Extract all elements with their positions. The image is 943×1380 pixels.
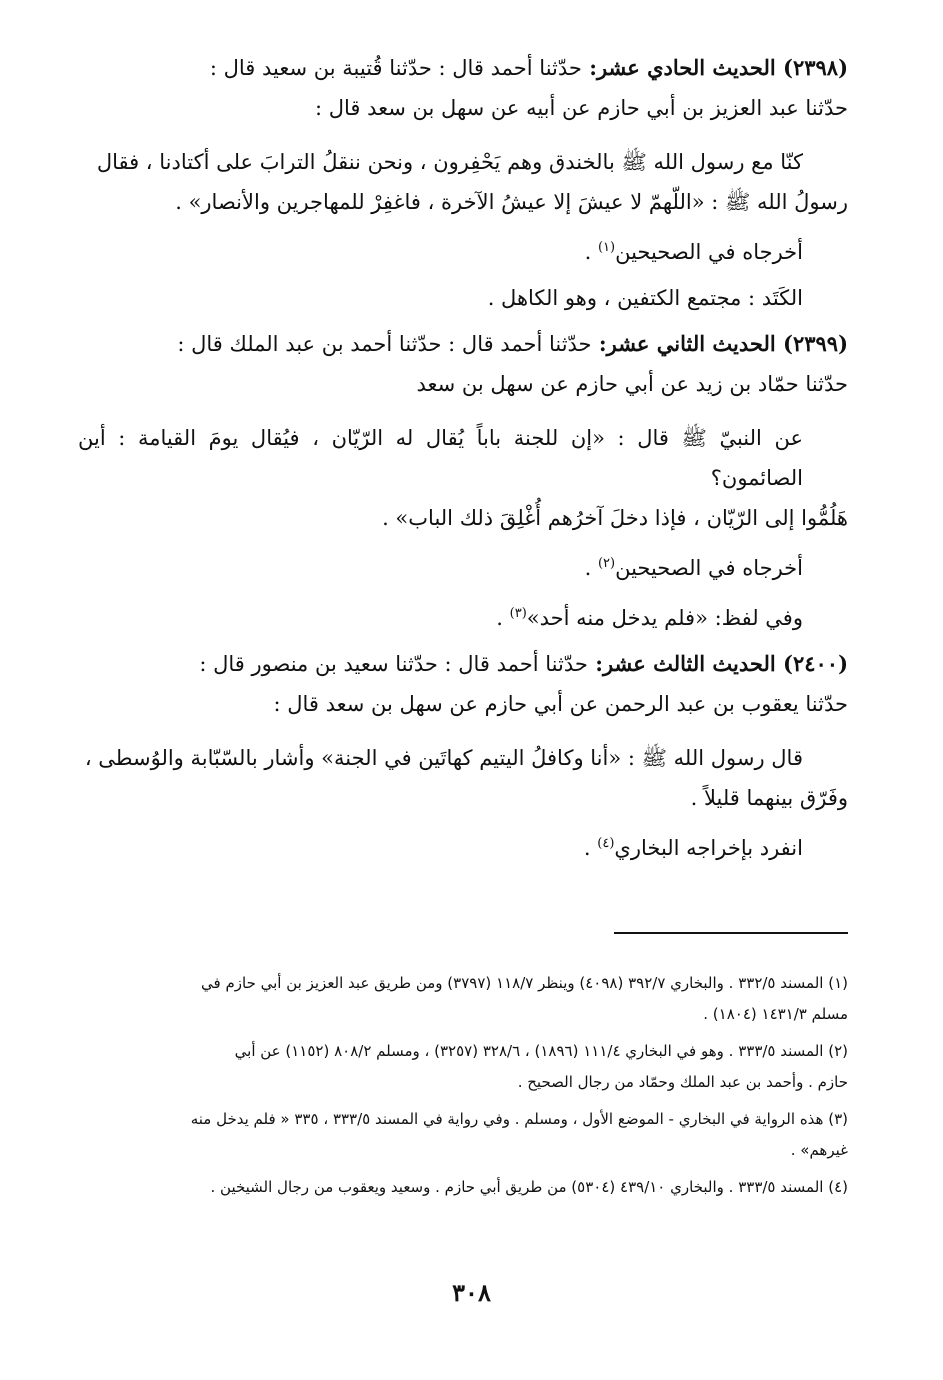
- takhrij-label: أخرجاه في الصحيحين: [615, 240, 803, 264]
- hadith-number: (٢٣٩٩): [783, 331, 848, 356]
- takhrij-text: [78, 824, 848, 868]
- footnote-ref: (٢): [597, 556, 616, 571]
- matn-text: وفَرّق بينهما قليلاً .: [690, 786, 848, 810]
- isnad-text: حدّثنا أحمد قال : حدّثنا قُتيبة بن سعيد قال :: [209, 56, 582, 80]
- isnad-text: حدّثنا أحمد قال : حدّثنا سعيد بن منصور قال :: [199, 652, 588, 676]
- matn-text: قال رسول الله ﷺ : «أنا وكافلُ اليتيم كهاتَين في الجنة» وأشار بالسّبّابة والوُسطى ،: [84, 746, 803, 770]
- gloss-text: الكَتَد : مجتمع الكتفين ، وهو الكاهل .: [487, 286, 803, 310]
- hadith-number: (٢٣٩٨): [783, 55, 848, 80]
- footnote-4: [80, 1172, 848, 1203]
- footnote-line: (٣) هذه الرواية في البخاري - الموضع الأول ، ومسلم . وفي رواية في المسند ٣٣٣/٥ ، ٣٣٥ « فلم يدخل منه: [190, 1110, 848, 1128]
- footnote-1: [80, 968, 848, 1030]
- variant-text: [78, 594, 848, 638]
- footnote-ref: (٤): [597, 836, 615, 851]
- footnote-ref: (٣): [509, 606, 527, 621]
- matn-text: عن النبيّ ﷺ قال : «إن للجنة باباً يُقال له الرّيّان ، فيُقال يومَ القيامة : أين الصائمون؟: [78, 426, 803, 490]
- takhrij-text: [78, 544, 848, 588]
- takhrij-text: [78, 228, 848, 272]
- hadith-2400-heading: [78, 644, 848, 684]
- isnad-text: حدّثنا حمّاد بن زيد عن أبي حازم عن سهل بن سعد: [416, 372, 848, 396]
- isnad-text: حدّثنا يعقوب بن عبد الرحمن عن أبي حازم عن سهل بن سعد قال :: [273, 692, 848, 716]
- footnote-3: [80, 1104, 848, 1166]
- hadith-title: الحديث الثالث عشر:: [595, 651, 776, 676]
- isnad-text: حدّثنا عبد العزيز بن أبي حازم عن أبيه عن سهل بن سعد قال :: [314, 96, 848, 120]
- main-text: [78, 48, 848, 868]
- footnote-line: غيرهم» .: [790, 1141, 848, 1159]
- hadith-title: الحديث الحادي عشر:: [589, 55, 776, 80]
- footnote-line: مسلم ١٤٣١/٣ (١٨٠٤) .: [703, 1005, 848, 1023]
- variant-end: .: [496, 606, 510, 630]
- footnote-ref: (١): [597, 240, 616, 255]
- footnote-line: حازم . وأحمد بن عبد الملك وحمّاد من رجال الصحيح .: [517, 1073, 848, 1091]
- takhrij-label: أخرجاه في الصحيحين: [615, 556, 803, 580]
- hadith-2399-heading: [78, 324, 848, 364]
- footnote-2: [80, 1036, 848, 1098]
- hadith-title: الحديث الثاني عشر:: [598, 331, 776, 356]
- page-number: ٣٠٨: [452, 1278, 491, 1307]
- variant-label: وفي لفظ: «فلم يدخل منه أحد»: [526, 606, 803, 630]
- matn-text: هَلُمُّوا إلى الرّيّان ، فإذا دخلَ آخرُهم أُغْلِقَ ذلك الباب» .: [382, 506, 848, 530]
- footnote-line: (١) المسند ٣٣٢/٥ . والبخاري ٣٩٢/٧ (٤٠٩٨) وينظر ١١٨/٧ (٣٧٩٧) ومن طريق عبد العزيز بن أبي حازم في: [201, 974, 848, 992]
- footnote-line: (٤) المسند ٣٣٣/٥ . والبخاري ٤٣٩/١٠ (٥٣٠٤) من طريق أبي حازم . وسعيد ويعقوب من رجال الشيخين .: [210, 1178, 848, 1196]
- matn-text: كنّا مع رسول الله ﷺ بالخندق وهم يَحْفِرون ، ونحن ننقلُ الترابَ على أكتادنا ، فقال: [96, 150, 803, 174]
- takhrij-label: انفرد بإخراجه البخاري: [614, 836, 803, 860]
- hadith-number: (٢٤٠٠): [783, 651, 848, 676]
- takhrij-end: .: [584, 556, 598, 580]
- isnad-text: حدّثنا أحمد قال : حدّثنا أحمد بن عبد الملك قال :: [177, 332, 592, 356]
- footnote-divider: [614, 932, 848, 934]
- footnotes: [80, 968, 848, 1209]
- matn-text: رسولُ الله ﷺ : «اللّهمّ لا عيشَ إلا عيشُ الآخرة ، فاغفِرْ للمهاجرين والأنصار» .: [175, 190, 848, 214]
- hadith-2398-heading: [78, 48, 848, 88]
- takhrij-end: .: [583, 836, 598, 860]
- footnote-line: (٢) المسند ٣٣٣/٥ . وهو في البخاري ١١١/٤ (١٨٩٦) ، ٣٢٨/٦ (٣٢٥٧) ، ومسلم ٨٠٨/٢ (١١٥٢) عن أبي: [234, 1042, 848, 1060]
- takhrij-end: .: [584, 240, 598, 264]
